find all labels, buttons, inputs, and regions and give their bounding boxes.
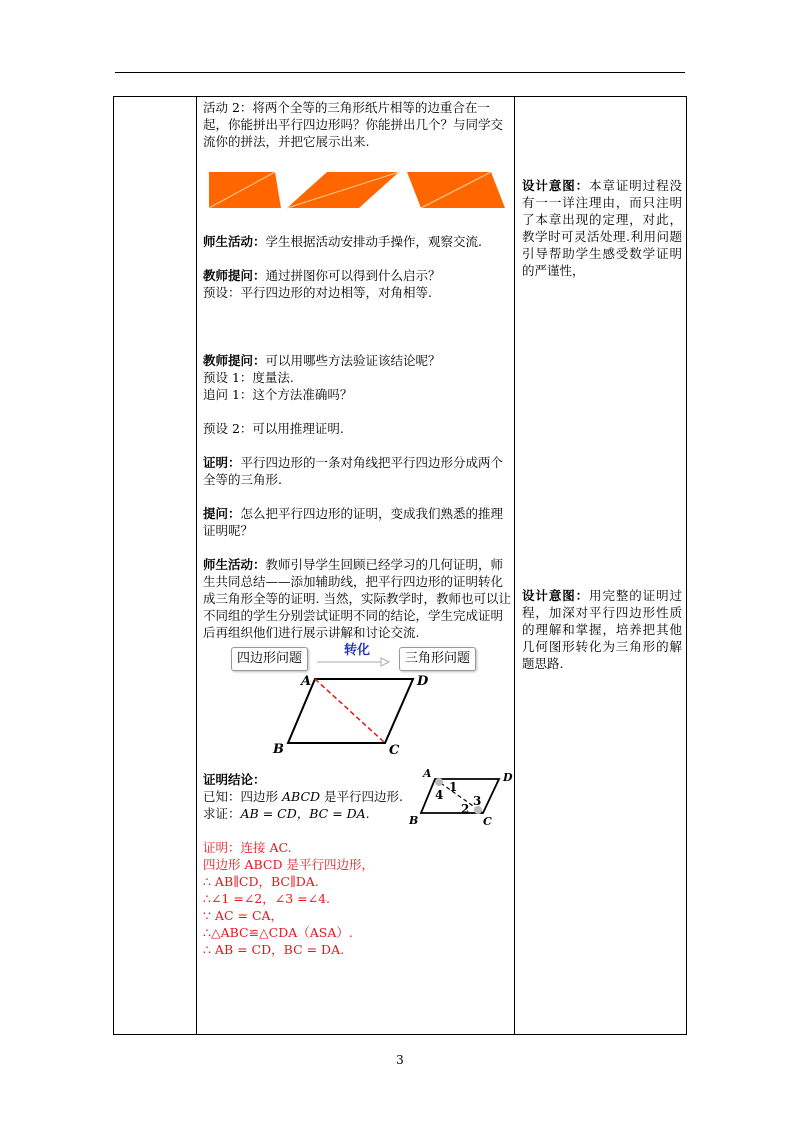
angle-mark-a <box>435 778 443 786</box>
page-number: 3 <box>396 1053 404 1067</box>
design-intent-1: 设计意图：本章证明过程没有一一详注理由，而只注明了本章出现的定理，对此，教学时可灵活处理.利用问题引导帮助学生感受数学证明的严谨性， <box>522 178 682 278</box>
proof-step: ∴△ABC≌△CDA（ASA）. <box>203 925 353 940</box>
proof-step: ∵ AC = CA， <box>203 908 284 923</box>
activity-2-text: 活动 2：将两个全等的三角形纸片相等的边重合在一起，你能拼出平行四边形吗？你能拼出几个？与同学交流你的拼法，并把它展示出来. <box>203 100 504 149</box>
column-divider-1 <box>196 97 197 1034</box>
follow-up-1: 追问 1：这个方法准确吗？ <box>203 387 353 402</box>
lesson-table <box>113 96 687 1035</box>
angle-1-label: 1 <box>449 780 458 794</box>
triangle-problem-box: 三角形问题 <box>399 647 476 671</box>
quadrilateral-problem-box: 四边形问题 <box>231 647 308 671</box>
transform-arrow-icon <box>313 645 393 673</box>
vertex-a: A <box>301 674 312 689</box>
conclusion-label: 证明结论： <box>203 772 266 787</box>
proof-conclusion-block <box>203 767 513 958</box>
proof-statement: 证明：平行四边形的一条对角线把平行四边形分成两个全等的三角形. <box>203 455 504 487</box>
vertex-d: D <box>417 674 429 689</box>
small-vertex-b: B <box>409 814 419 827</box>
proof-step: 证明：连接 AC. <box>203 840 292 855</box>
teacher-question-1: 教师提问：通过拼图你可以得到什么启示？ <box>203 268 441 283</box>
main-column <box>203 99 513 958</box>
teacher-student-activity-2: 师生活动：教师引导学生回顾已经学习的几何证明，师生共同总结——添加辅助线，把平行四边形的证明转化成三角形全等的证明. 当然，实际教学时，教师也可以让不同组的学生分别尝试证明不同的结论，学生完成证明后再组织他们进行展示讲解和讨论交流. <box>203 557 511 640</box>
preset-1: 预设 1：度量法. <box>203 370 294 385</box>
vertex-b: B <box>273 742 284 757</box>
small-vertex-d: D <box>503 771 513 784</box>
puzzle-shape-1 <box>209 172 281 208</box>
proof-steps <box>203 839 513 958</box>
proof-step: ∴∠1 =∠2，∠3 =∠4. <box>203 891 331 906</box>
puzzle-shape-3 <box>407 172 505 208</box>
small-vertex-c: C <box>483 815 492 828</box>
triangle-puzzle-figures <box>203 156 513 216</box>
small-parallelogram-diagram <box>409 767 519 833</box>
design-intent-2: 设计意图：用完整的证明过程，加深对平行四边形性质的理解和掌握，培养把其他几何图形转化为三角形的解题思路. <box>522 588 682 671</box>
transform-label: 转化 <box>344 643 371 658</box>
small-vertex-a: A <box>423 767 432 780</box>
angle-2-label: 2 <box>461 802 470 816</box>
question: 提问：怎么把平行四边形的证明，变成我们熟悉的推理证明呢？ <box>203 506 504 538</box>
parallelogram-diagram <box>203 673 513 759</box>
column-divider-2 <box>514 97 515 1034</box>
proof-step: ∴ AB∥CD，BC∥DA. <box>203 874 319 889</box>
diagonal-ac <box>315 679 385 743</box>
transform-flow <box>203 645 513 673</box>
proof-step: 四边形 ABCD 是平行四边形， <box>203 857 374 872</box>
puzzle-shape-2 <box>287 172 399 208</box>
given-line: 已知：四边形 ABCD 是平行四边形. <box>203 789 403 804</box>
teacher-question-2: 教师提问：可以用哪些方法验证该结论呢？ <box>203 353 441 368</box>
angle-3-label: 3 <box>473 794 482 808</box>
angle-4-label: 4 <box>435 788 444 802</box>
to-prove-line: 求证：AB = CD，BC = DA. <box>203 806 370 821</box>
teacher-student-activity-1: 师生活动：学生根据活动安排动手操作，观察交流. <box>203 234 482 249</box>
preset-2: 预设 2：可以用推理证明. <box>203 421 344 436</box>
proof-step: ∴ AB = CD，BC = DA. <box>203 942 345 957</box>
vertex-c: C <box>389 743 400 758</box>
header-rule <box>115 72 685 73</box>
preset-answer: 预设：平行四边形的对边相等，对角相等. <box>203 285 432 300</box>
